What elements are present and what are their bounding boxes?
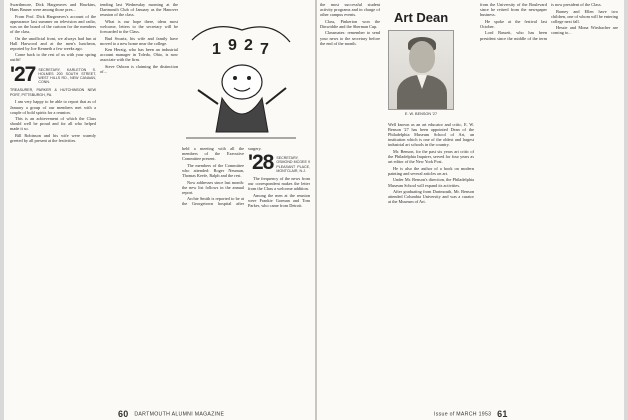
paragraph: Classmates: remember to send your news to the secretary before the end of the month. bbox=[320, 30, 380, 46]
paragraph: Among the men at the reunion were Frankie Gorman and Tom Parker, who came from Detroit. bbox=[248, 193, 310, 209]
paragraph: Now addresses since last month: the new list follows in the annual report. bbox=[182, 179, 244, 195]
class-year: '27 bbox=[10, 62, 36, 86]
left-page-footer bbox=[114, 409, 224, 419]
paragraph: I am very happy to be able to report that as of January a group of our members met with a couple of bold spirits for a reunion. bbox=[10, 99, 96, 115]
page-number: 61 bbox=[497, 409, 508, 419]
page-number: 60 bbox=[118, 409, 129, 419]
page-gutter bbox=[315, 0, 317, 420]
paragraph: He is also the author of a book on modern painting and several articles on art. bbox=[388, 165, 474, 176]
class-year: '28 bbox=[248, 151, 274, 175]
paragraph: Come back to the rest of us with your spring outfit! bbox=[10, 52, 96, 63]
paragraph: This is an achievement of which the Class should well be proud and for all who helped made it so. bbox=[10, 116, 96, 132]
paragraph: Mr. Benson, for the past six years art critic of the Philadelphia Inquirer, served for four years as art editor of the New York Post. bbox=[388, 148, 474, 165]
paragraph: He spoke at the festival last October. bbox=[480, 18, 547, 29]
paragraph: Ken Herzig, who has been an industrial account manager in Toledo, Ohio, is now associate with the firm. bbox=[100, 47, 178, 63]
paragraph: Bud Swartz, his wife and family have moved to a new home near the college. bbox=[100, 35, 178, 46]
class-treasurer: TREASURER, PARKER & HUTCHINSON NEW PORT, PITTSBURGH, PA. bbox=[10, 87, 96, 97]
paragraph: from the University of the Boulevard since he retired from the newspaper business. bbox=[480, 2, 547, 18]
paragraph: Class, Pinkerton won the Dinwiddie and the Sherman Cup. bbox=[320, 18, 380, 29]
svg-text:1: 1 bbox=[212, 41, 221, 58]
right-page-footer bbox=[434, 409, 512, 419]
paragraph: What is our hope there, ideas most welcome, letters to the secretary will be forwarded to the Class. bbox=[100, 18, 178, 34]
paragraph: The members of the Committee who attended: Roger Neuman, Thomas Keefe, Ralph and the rest. bbox=[182, 162, 244, 178]
right-column-1 bbox=[320, 2, 380, 404]
class-heading-27 bbox=[10, 62, 96, 86]
paragraph: tending last Wednesday morning at the Dartmouth Club of January as the Hanover reunion of the class. bbox=[100, 2, 178, 18]
paragraph: Swarthmore, Dick Hargreaves and Hawkins, Hans Bruner were among those pres... bbox=[10, 2, 96, 13]
class-secretary: SECRETARY, OSMOND MCGEE 9 PLEASANT PLACE, MONTCLAIR, N.J. bbox=[276, 156, 310, 173]
magazine-title: DARTMOUTH ALUMNI MAGAZINE bbox=[134, 411, 225, 418]
portrait-photo bbox=[388, 30, 454, 110]
paragraph: Lord Bassett, who has been president since the middle of the term is now president of the Class. bbox=[480, 2, 602, 41]
right-column-3 bbox=[480, 2, 618, 404]
class-secretary: SECRETARY, KARLETON S. HOLMES 200 SOUTH STREET, WEST HILLS RD., NEW CANAAN, CONN. bbox=[38, 67, 96, 85]
right-column-2 bbox=[388, 122, 474, 404]
paragraph: held a meeting with all the members of the Executive Committee present. bbox=[182, 146, 244, 162]
page-title: Art Dean bbox=[394, 10, 449, 25]
svg-text:9: 9 bbox=[228, 37, 237, 54]
paragraph: Bill Robinson and his wife were warmly greeted by all present at the festivities. bbox=[10, 132, 96, 144]
class-heading-28 bbox=[248, 151, 310, 175]
svg-text:7: 7 bbox=[260, 41, 269, 58]
paragraph: Steve Osborn is claiming the distinction of... bbox=[100, 64, 178, 75]
paragraph: Well known as an art educator and critic, E. W. Benson '27 has been appointed Dean of the Philadelphia Museum School of Art, an institution which is one of the oldest and largest industrial art schools in the country. bbox=[388, 122, 474, 148]
magazine-spread bbox=[4, 0, 624, 420]
photo-caption: E. W. BENSON '27 bbox=[404, 112, 438, 116]
left-column-2 bbox=[100, 2, 178, 404]
paragraph: The frequency of the news from our correspondent makes the letter from the Class a welcome addition. bbox=[248, 176, 310, 192]
paragraph: the most successful student activity programs and in charge of other campus events. bbox=[320, 2, 380, 18]
paragraph: Archie Smith is reported to be at the Georgetown hospital after surgery. bbox=[182, 146, 262, 207]
paragraph: On the unofficial front, we always had fun at Hall Harwood and at the men's luncheon, reported by Joe Kenneth a few weeks ago. bbox=[10, 35, 96, 51]
paragraph: Hessie and Mona Wirsbacher are coming to... bbox=[551, 25, 618, 36]
svg-text:2: 2 bbox=[244, 37, 253, 54]
left-column-1 bbox=[10, 2, 96, 404]
paragraph: Barney and Ellen have two children, one of whom will be entering college next fall. bbox=[551, 8, 618, 24]
paragraph: From Prof. Dick Hargreaves's account of the appearance last summer on television and radio, was on the board of the cartoon for the members of the class. bbox=[10, 13, 96, 34]
issue-date: Issue of MARCH 1953 bbox=[434, 411, 492, 418]
class-cartoon-illustration bbox=[182, 20, 300, 140]
left-column-3 bbox=[182, 146, 310, 404]
paragraph: After graduating from Dartmouth, Mr. Benson attended Columbia University and was a curator at the Museum of Art. bbox=[388, 189, 474, 205]
paragraph: Under Mr. Benson's direction, the Philadelphia Museum School will expand its activities. bbox=[388, 177, 474, 188]
